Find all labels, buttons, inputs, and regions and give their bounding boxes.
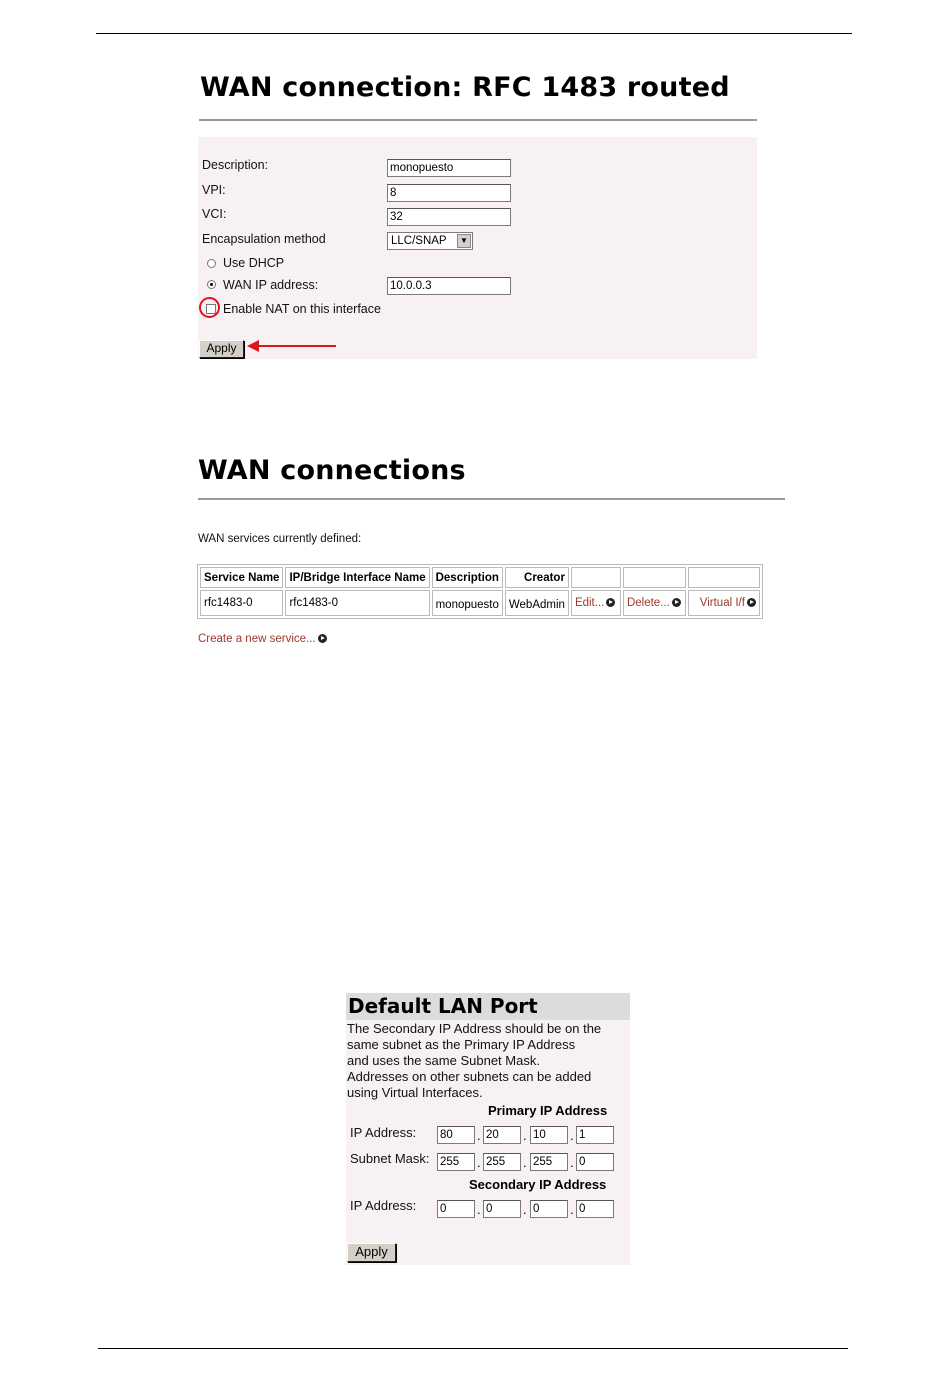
info-line: Addresses on other subnets can be added: [347, 1069, 592, 1084]
wan-connections-title: WAN connections: [198, 455, 466, 486]
column-header: [688, 567, 760, 588]
octet-separator: .: [477, 1128, 481, 1143]
secondary-octet-3-input[interactable]: 0: [530, 1200, 568, 1218]
encapsulation-select-value: LLC/SNAP: [391, 235, 447, 247]
annotation-circle-icon: [199, 297, 220, 318]
secondary-ip-heading: Secondary IP Address: [469, 1177, 607, 1192]
use-dhcp-radio[interactable]: [207, 259, 216, 268]
octet-separator: .: [570, 1202, 574, 1217]
info-line: using Virtual Interfaces.: [347, 1085, 483, 1100]
go-arrow-icon[interactable]: [318, 634, 327, 643]
subnet-mask-label: Subnet Mask:: [350, 1151, 430, 1166]
ip-octet-2-input[interactable]: 20: [483, 1126, 521, 1144]
lan-port-title: Default LAN Port: [346, 993, 630, 1020]
octet-separator: .: [523, 1155, 527, 1170]
mask-octet-3-input[interactable]: 255: [530, 1153, 568, 1171]
column-header: [571, 567, 621, 588]
octet-separator: .: [523, 1202, 527, 1217]
table-header-row: [200, 567, 760, 588]
lan-port-info: [347, 1021, 629, 1101]
ip-octet-1-input[interactable]: 80: [437, 1126, 475, 1144]
edit-link-cell[interactable]: [571, 590, 621, 616]
description-label: Description:: [202, 158, 268, 172]
go-arrow-icon[interactable]: [606, 598, 615, 607]
secondary-octet-2-input[interactable]: 0: [483, 1200, 521, 1218]
octet-separator: .: [477, 1155, 481, 1170]
edit-link[interactable]: Edit...: [574, 597, 605, 609]
ip-octet-3-input[interactable]: 10: [530, 1126, 568, 1144]
secondary-octet-1-input[interactable]: 0: [437, 1200, 475, 1218]
creator-cell: WebAdmin: [505, 590, 569, 616]
encapsulation-label: Encapsulation method: [202, 232, 326, 246]
description-input[interactable]: monopuesto: [387, 159, 511, 177]
octet-separator: .: [570, 1155, 574, 1170]
info-line: and uses the same Subnet Mask.: [347, 1053, 540, 1068]
column-header: Description: [432, 567, 503, 588]
page-top-rule: [96, 33, 852, 34]
ip-octet-4-input[interactable]: 1: [576, 1126, 614, 1144]
virtual-if-link[interactable]: Virtual I/f: [699, 597, 745, 609]
wan-ip-input[interactable]: 10.0.0.3: [387, 277, 511, 295]
vpi-input[interactable]: 8: [387, 184, 511, 202]
ip-address-label: IP Address:: [350, 1125, 417, 1140]
secondary-octet-4-input[interactable]: 0: [576, 1200, 614, 1218]
description-cell: monopuesto: [432, 590, 503, 616]
page-bottom-rule: [98, 1348, 848, 1349]
encapsulation-select[interactable]: [387, 232, 473, 250]
mask-octet-4-input[interactable]: 0: [576, 1153, 614, 1171]
column-header: Creator: [505, 567, 569, 588]
wan-ip-radio[interactable]: [207, 280, 216, 289]
wan-rfc-title-rule: [199, 119, 757, 121]
table-row: [200, 590, 760, 616]
create-service-link[interactable]: Create a new service...: [198, 633, 316, 645]
wan-services-table: [197, 564, 763, 619]
octet-separator: .: [570, 1128, 574, 1143]
wan-rfc-apply-button[interactable]: Apply: [199, 340, 244, 358]
secondary-ip-label: IP Address:: [350, 1198, 417, 1213]
octet-separator: .: [523, 1128, 527, 1143]
column-header: IP/Bridge Interface Name: [285, 567, 429, 588]
delete-link[interactable]: Delete...: [626, 597, 670, 609]
info-line: same subnet as the Primary IP Address: [347, 1037, 576, 1052]
go-arrow-icon[interactable]: [672, 598, 681, 607]
enable-nat-label: Enable NAT on this interface: [223, 302, 381, 316]
vci-label: VCI:: [202, 207, 227, 221]
mask-octet-1-input[interactable]: 255: [437, 1153, 475, 1171]
wan-services-intro: WAN services currently defined:: [198, 533, 362, 545]
annotation-arrow-icon: [246, 339, 338, 353]
virtual-if-link-cell[interactable]: [688, 590, 760, 616]
service-name-cell: rfc1483-0: [200, 590, 283, 616]
wan-services-table-wrap: [197, 564, 763, 619]
octet-separator: .: [477, 1202, 481, 1217]
go-arrow-icon[interactable]: [747, 598, 756, 607]
lan-port-apply-button[interactable]: Apply: [347, 1243, 396, 1262]
vpi-label: VPI:: [202, 183, 226, 197]
vci-input[interactable]: 32: [387, 208, 511, 226]
column-header: [623, 567, 686, 588]
primary-ip-heading: Primary IP Address: [488, 1103, 608, 1118]
create-service-link-wrap[interactable]: [198, 633, 327, 645]
mask-octet-2-input[interactable]: 255: [483, 1153, 521, 1171]
column-header: Service Name: [200, 567, 283, 588]
use-dhcp-label: Use DHCP: [223, 256, 285, 270]
wan-connections-title-rule: [198, 498, 785, 500]
info-line: The Secondary IP Address should be on the: [347, 1021, 602, 1036]
wan-ip-label: WAN IP address:: [223, 278, 319, 292]
interface-name-cell: rfc1483-0: [285, 590, 429, 616]
wan-rfc-title: WAN connection: RFC 1483 routed: [200, 72, 730, 103]
delete-link-cell[interactable]: [623, 590, 686, 616]
dropdown-arrow-icon[interactable]: ▼: [457, 234, 471, 248]
